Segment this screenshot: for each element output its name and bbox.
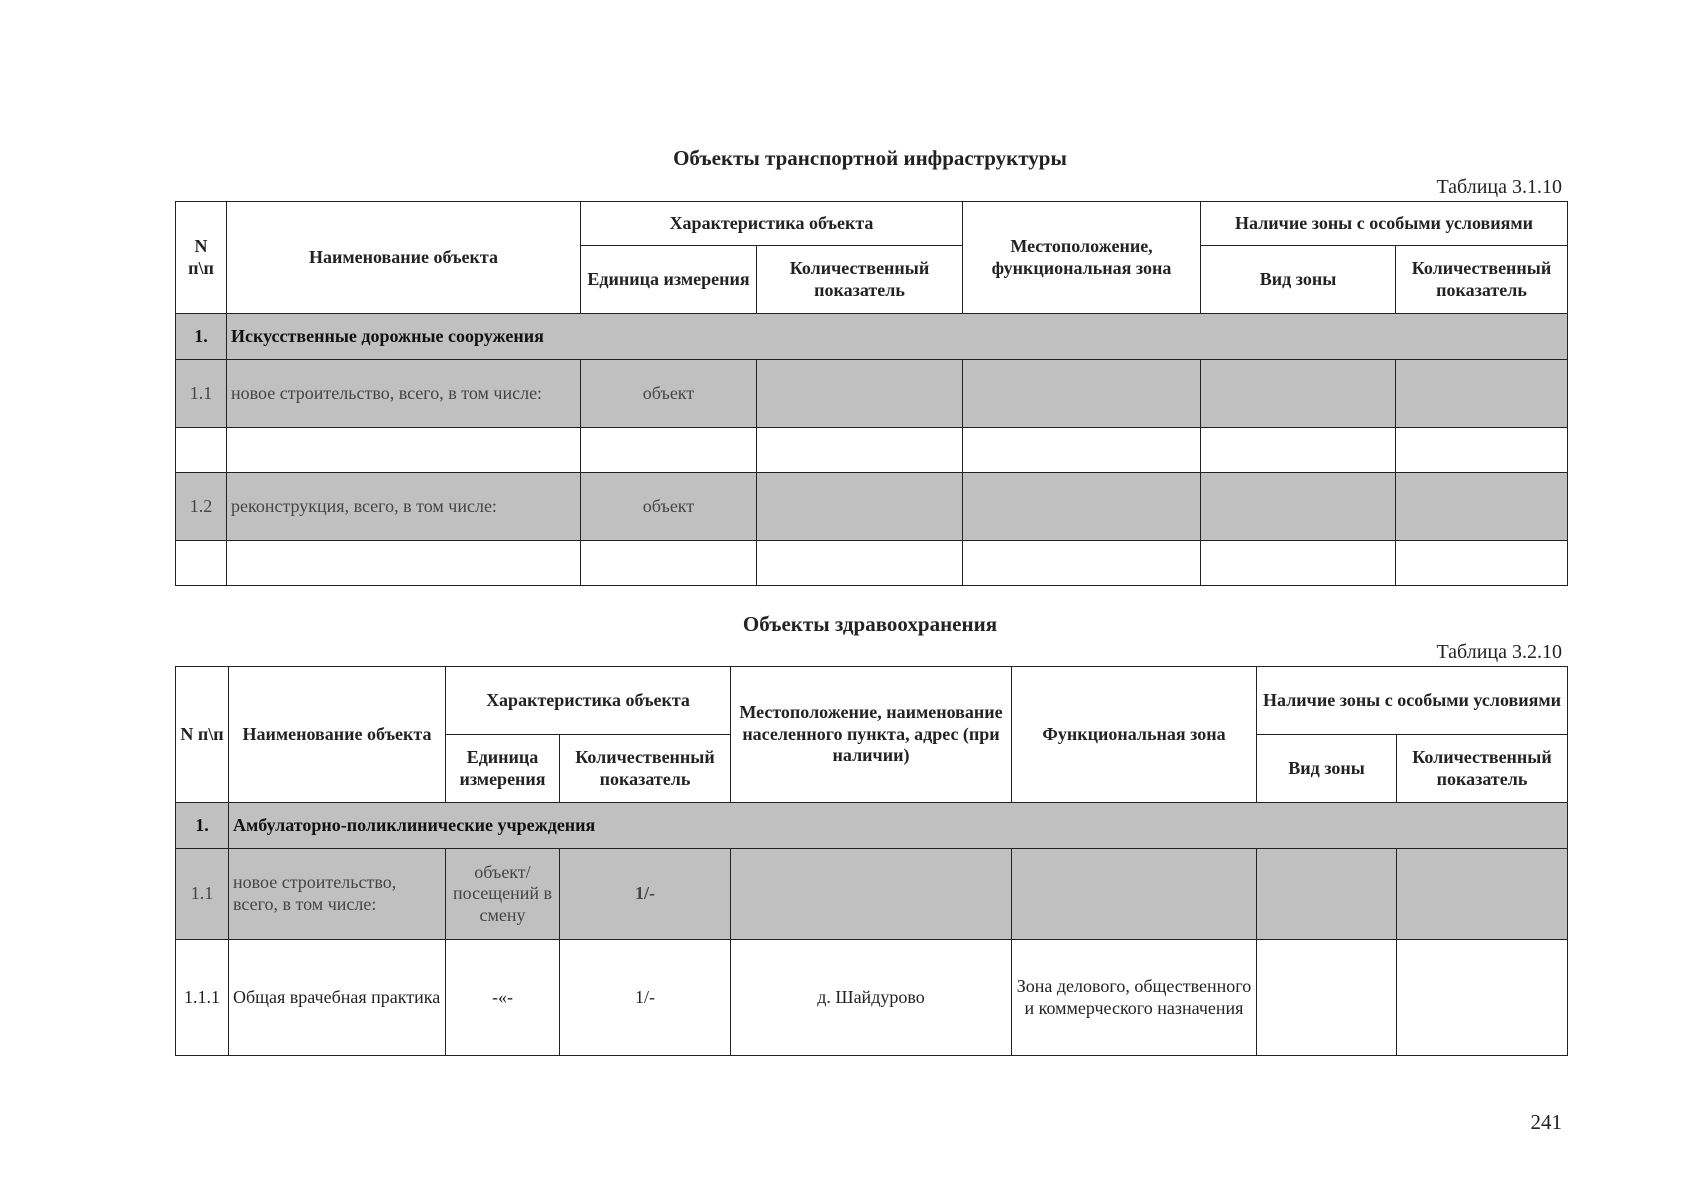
header-quantity: Количественный показатель: [757, 246, 963, 314]
section-num: 1.: [176, 803, 229, 849]
header-zone-quantity: Количественный показатель: [1397, 735, 1568, 803]
row-num: 1.1: [176, 849, 229, 940]
row-quantity: [757, 360, 963, 428]
table-row: [176, 473, 1568, 541]
row-name: реконструкция, всего, в том числе:: [227, 473, 581, 541]
header-zone-type: Вид зоны: [1201, 246, 1396, 314]
page-number: 241: [1530, 1110, 1562, 1134]
table1-title: Объекты транспортной инфраструктуры: [673, 146, 1067, 170]
row-zone-type: [1257, 940, 1397, 1056]
table-row-empty: [176, 541, 1568, 586]
section-row: [176, 314, 1568, 360]
row-name: новое строительство, всего, в том числе:: [227, 360, 581, 428]
header-location: Местоположение, наименование населенного пункта, адрес (при наличии): [731, 667, 1012, 803]
section-name: Искусственные дорожные сооружения: [227, 314, 1568, 360]
row-functional-zone: Зона делового, общественного и коммерческого назначения: [1012, 940, 1257, 1056]
header-unit: Единица измерения: [581, 246, 757, 314]
row-zone-type: [1257, 849, 1397, 940]
table2-title: Объекты здравоохранения: [742, 612, 998, 636]
header-functional-zone: Функциональная зона: [1012, 667, 1257, 803]
section-name: Амбулаторно-поликлинические учреждения: [229, 803, 1568, 849]
header-name: Наименование объекта: [229, 667, 446, 803]
table1-caption: Таблица 3.1.10: [1436, 176, 1562, 198]
header-characteristics: Характеристика объекта: [581, 202, 963, 246]
section-num: 1.: [176, 314, 227, 360]
row-quantity: 1/-: [560, 849, 731, 940]
row-location: д. Шайдурово: [731, 940, 1012, 1056]
table-row-empty: [176, 428, 1568, 473]
header-characteristics: Характеристика объекта: [446, 667, 731, 735]
row-location: [963, 360, 1201, 428]
header-name: Наименование объекта: [227, 202, 581, 314]
header-zone-type: Вид зоны: [1257, 735, 1397, 803]
header-quantity: Количественный показатель: [560, 735, 731, 803]
table-row: [176, 849, 1568, 940]
header-special-zone: Наличие зоны с особыми условиями: [1201, 202, 1568, 246]
row-location: [731, 849, 1012, 940]
row-functional-zone: [1012, 849, 1257, 940]
table-row: [176, 940, 1568, 1056]
row-unit: объект/ посещений в смену: [446, 849, 560, 940]
header-special-zone: Наличие зоны с особыми условиями: [1257, 667, 1568, 735]
row-num: 1.2: [176, 473, 227, 541]
row-zone-type: [1201, 473, 1396, 541]
row-zone-quantity: [1397, 940, 1568, 1056]
row-num: 1.1: [176, 360, 227, 428]
row-zone-quantity: [1396, 473, 1568, 541]
header-num: N п\п: [176, 202, 227, 314]
header-zone-quantity: Количественный показатель: [1396, 246, 1568, 314]
transport-infrastructure-table: [175, 201, 1568, 586]
row-unit: -«-: [446, 940, 560, 1056]
row-num: 1.1.1: [176, 940, 229, 1056]
header-unit: Единица измерения: [446, 735, 560, 803]
table2-caption: Таблица 3.2.10: [1436, 641, 1562, 663]
row-quantity: [757, 473, 963, 541]
row-location: [963, 473, 1201, 541]
header-num: N п\п: [176, 667, 229, 803]
row-quantity: 1/-: [560, 940, 731, 1056]
section-row: [176, 803, 1568, 849]
header-location: Местоположение, функциональная зона: [963, 202, 1201, 314]
row-zone-type: [1201, 360, 1396, 428]
row-unit: объект: [581, 473, 757, 541]
healthcare-table: [175, 666, 1568, 1056]
row-name: новое строительство, всего, в том числе:: [229, 849, 446, 940]
row-zone-quantity: [1397, 849, 1568, 940]
row-unit: объект: [581, 360, 757, 428]
table-row: [176, 360, 1568, 428]
row-zone-quantity: [1396, 360, 1568, 428]
row-name: Общая врачебная практика: [229, 940, 446, 1056]
